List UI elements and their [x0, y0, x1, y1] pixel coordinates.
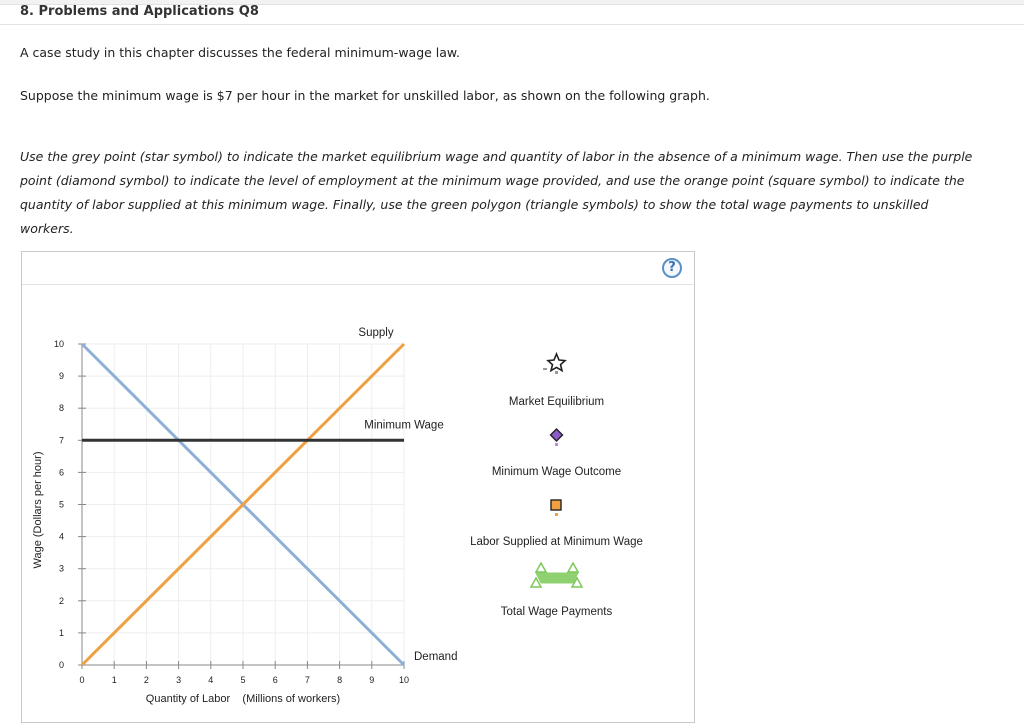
palette-item-total-wage-payments[interactable]: [501, 563, 613, 618]
labor-market-graph[interactable]: [22, 252, 694, 722]
supply-label: Supply: [358, 327, 394, 339]
square-icon: [551, 500, 561, 510]
graph-panel: [21, 251, 695, 723]
x-tick-label: 1: [111, 675, 117, 685]
x-tick-label: 5: [240, 675, 246, 685]
question-title: 8. Problems and Applications Q8: [20, 4, 259, 19]
y-tick-label: 6: [58, 467, 64, 478]
title-divider: [0, 24, 1024, 25]
green-polygon-icon: [536, 573, 578, 583]
setup-text: Suppose the minimum wage is $7 per hour in the market for unskilled labor, as shown on the following graph.: [20, 88, 710, 103]
palette-item-labor-supplied[interactable]: [470, 500, 643, 548]
y-tick-label: 1: [58, 627, 64, 638]
x-tick-label: 3: [176, 675, 182, 685]
tool-handle-dot: [555, 513, 558, 516]
y-tick-label: 8: [58, 403, 64, 414]
diamond-icon: [551, 429, 563, 441]
y-tick-label: 0: [58, 660, 64, 670]
y-tick-label: 2: [58, 595, 64, 606]
palette-item-market-equilibrium[interactable]: [509, 354, 604, 408]
x-tick-label: 2: [143, 675, 149, 685]
curve-labels: [358, 327, 457, 663]
demand-label: Demand: [414, 651, 458, 663]
star-icon: [548, 354, 565, 371]
tool-handle-dot: [555, 371, 558, 374]
y-axis-label: Wage (Dollars per hour): [32, 451, 44, 569]
palette-item-minimum-wage-outcome[interactable]: [492, 429, 621, 478]
minimum-wage-label: Minimum Wage: [364, 419, 444, 432]
help-button[interactable]: ?: [662, 258, 682, 278]
y-tick-label: 3: [58, 563, 64, 574]
x-tick-label: 0: [79, 675, 85, 685]
palette-label-labor-supplied: Labor Supplied at Minimum Wage: [470, 536, 643, 548]
y-tick-label: 5: [58, 499, 64, 510]
palette-label-minimum-wage-outcome: Minimum Wage Outcome: [491, 466, 622, 478]
triangle-icon: [536, 563, 546, 572]
x-axis-label: Quantity of Labor (Millions of workers): [145, 693, 341, 705]
tool-handle: [543, 368, 547, 370]
x-tick-label: 4: [208, 675, 214, 685]
palette-label-market-equilibrium: Market Equilibrium: [508, 396, 605, 408]
x-tick-label: 9: [369, 675, 375, 685]
x-tick-label: 8: [337, 675, 343, 685]
x-tick-label: 6: [272, 675, 278, 685]
y-tick-label: 4: [58, 531, 64, 542]
y-tick-label: 9: [58, 371, 64, 382]
palette-label-total-wage-payments: Total Wage Payments: [500, 606, 613, 618]
intro-text: A case study in this chapter discusses the federal minimum-wage law.: [20, 45, 460, 60]
x-tick-label: 7: [304, 675, 310, 685]
palette: [470, 354, 643, 618]
y-tick-label: 7: [58, 435, 64, 446]
tool-handle-dot: [555, 443, 558, 446]
triangle-icon: [568, 563, 578, 572]
instructions-text: Use the grey point (star symbol) to indicate the market equilibrium wage and quantity of labor in the absence of a minimum wage. Then use the purple point (diamond symbol) to indicate the level of employment at the minimum wage provided, and use the orange point (square symbol) to indicate the quantity of labor supplied at this minimum wage. Finally, use the green polygon (triangle symbols) to show the total wage payments to unskilled workers.: [20, 149, 973, 236]
x-tick-label: 10: [398, 675, 410, 685]
y-tick-label: 10: [53, 339, 64, 349]
